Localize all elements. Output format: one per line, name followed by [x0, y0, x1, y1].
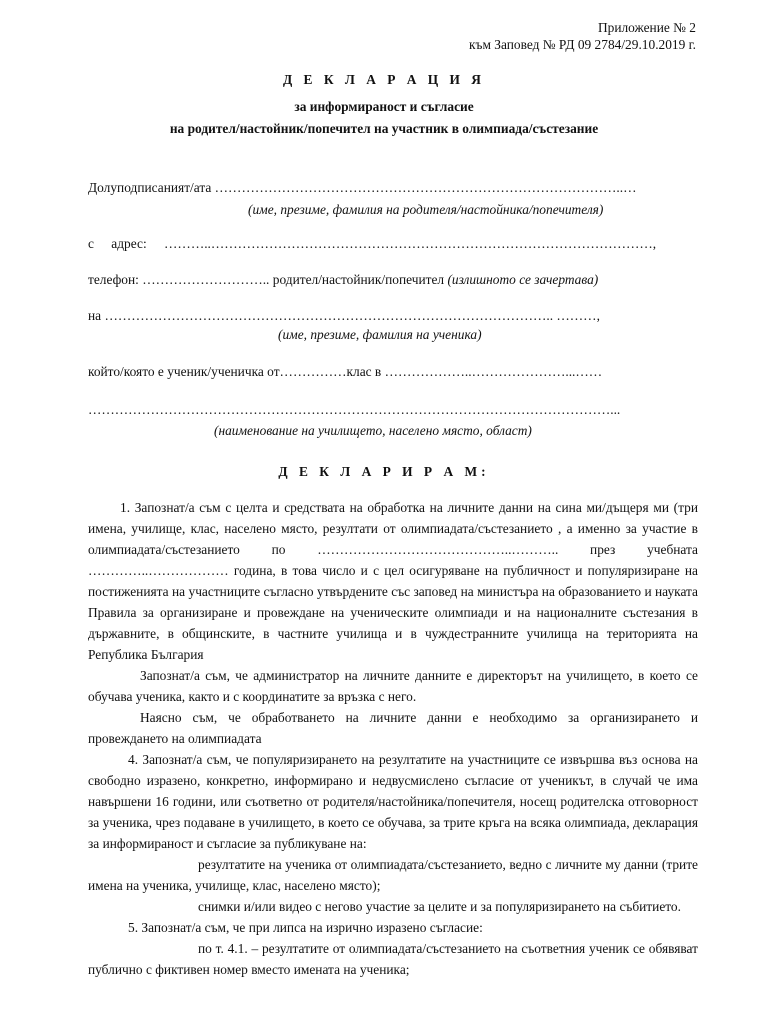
school-hint: (наименование на училището, населено място, област): [214, 423, 532, 438]
signer-field: Долуподписаният/ата ………………………………………………………………………………..…: [88, 180, 637, 195]
phone-hint: (излишното се зачертава): [447, 272, 599, 287]
student-field: на ……………………………………………………………………………………….. ………,: [88, 308, 600, 323]
signer-hint: (име, презиме, фамилия на родителя/настойника/попечителя): [248, 202, 604, 217]
phone-line: телефон: ……………………….. родител/настойник/попечител: [88, 272, 445, 287]
appendix-label: Приложение № 2: [597, 20, 696, 35]
paragraph-4-2: снимки и/или видео с негово участие за целите и за популяризирането на събитието.: [198, 899, 681, 914]
document-title: Д Е К Л А Р А Ц И Я: [283, 72, 485, 87]
paragraph-4-1: резултатите на ученика от олимпиадата/състезанието, ведно с личните му данни (трите имена на ученика, училище, клас, населено място);: [88, 857, 698, 893]
paragraph-4: 4. Запознат/а съм, че популяризирането на резултатите на участниците се извършва въз основа на свободно изразено, конкретно, информирано и недвусмислено съгласие от ученикът, в случай че има навършени 16 години, или съответно от родителя/настойника/попечителя, носещ родителска отговорност за ученика, чрез подаване в училището, в което се обучава, за трите кръга на всяка олимпиада, декларация за информираност и съгласие за публикуване на:: [88, 752, 698, 851]
paragraph-5: 5. Запознат/а съм, че при липса на изрично изразено съгласие:: [128, 920, 483, 935]
paragraph-5-1: по т. 4.1. – резултатите от олимпиадата/състезанието на съответния ученик се обявяват публично с фиктивен номер вместо имената на ученика;: [88, 941, 698, 977]
paragraph-1: 1. Запознат/а съм с целта и средствата на обработка на личните данни на сина ми/дъщеря ми (три имена, училище, клас, населено място, резултати от олимпиадата/състезанието , а именно за участие в олимпиадата/състезанието по ……………………………………..……….. през учебната …………..……………… година, в това число и с цел осигуряване на публичност и популяризиране на постиженията на участниците съгласно утвърдените със заповед на министъра на образованието и науката Правила за организиране и провеждане на ученическите олимпиади и на националните състезания в държавните, в общинските, в частните училища и в чуждестранните училища на територията на Република България: [88, 500, 698, 662]
class-field: който/която е ученик/ученичка от……………клас в ………………..…………………...……: [88, 364, 603, 379]
paragraph-2: Запознат/а съм, че администратор на личните данните е директорът на училището, в което се обучава ученика, както и с координатите за връзка с него.: [88, 668, 698, 704]
student-hint: (име, презиме, фамилия на ученика): [278, 327, 482, 342]
address-field: с адрес: ………..………………………………………………………………………………………,: [88, 236, 657, 251]
school-field: ………………………………………………………………………………………………………...: [88, 402, 621, 417]
document-subtitle-1: за информираност и съгласие: [294, 99, 474, 114]
declare-heading: Д Е К Л А Р И Р А М:: [278, 464, 490, 479]
document-subtitle-2: на родител/настойник/попечител на участник в олимпиада/състезание: [169, 121, 599, 136]
phone-field: [88, 272, 598, 288]
order-reference: към Заповед № РД 09 2784/29.10.2019 г.: [469, 37, 696, 52]
declaration-body: [88, 497, 698, 980]
paragraph-3: Наясно съм, че обработването на личните данни е необходимо за организирането и провеждането на олимпиадата: [88, 710, 698, 746]
